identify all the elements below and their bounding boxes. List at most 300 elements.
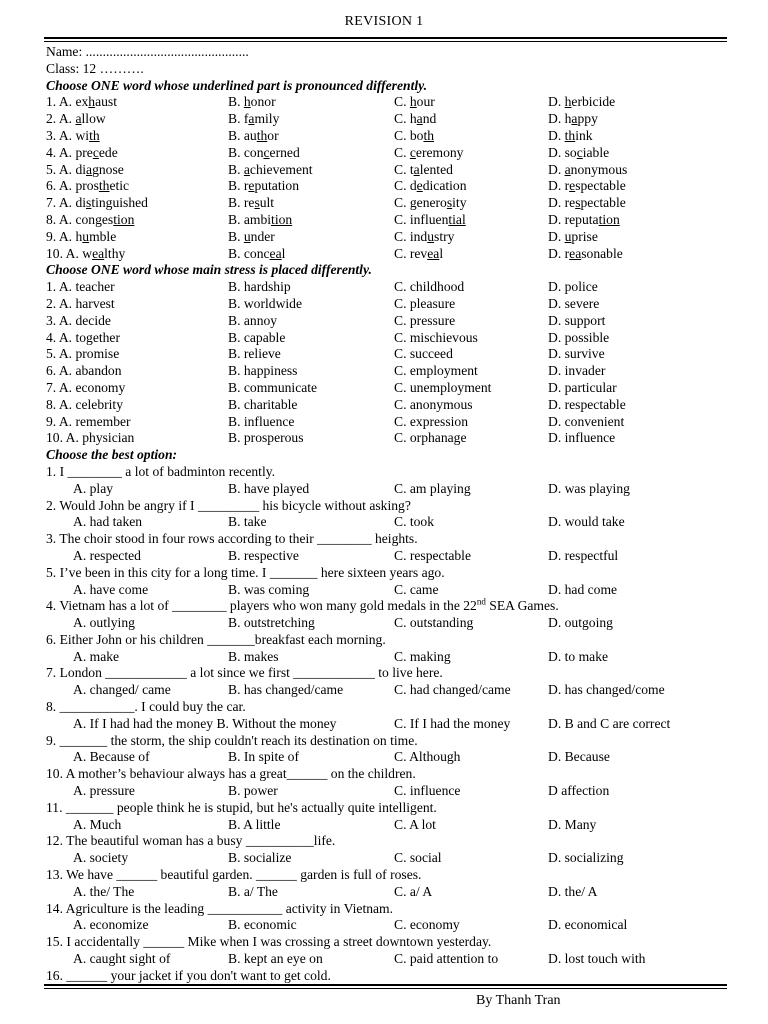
option-text: 9. A. h (46, 228, 83, 244)
question-stem: 10. A mother’s behaviour always has a great______ on the children. (46, 766, 416, 782)
answer-option: B. has changed/came (228, 682, 344, 698)
worksheet-content (46, 44, 728, 985)
answer-option (46, 212, 134, 228)
answer-options-row (46, 481, 728, 498)
option-text: B. (228, 161, 244, 177)
option-text: ult (259, 195, 275, 211)
option-text: D. reputa (548, 211, 599, 227)
underlined-sound: h (88, 94, 96, 110)
answer-option (46, 195, 148, 211)
underlined-sound: u (427, 228, 435, 244)
answer-option (46, 111, 106, 127)
answer-option: C. Although (394, 749, 461, 765)
option-text: B. f (228, 111, 249, 127)
answer-option: 5. A. promise (46, 346, 120, 362)
option-text: C. rev (394, 245, 428, 261)
question-stem: 1. I ________ a lot of badminton recently. (46, 463, 276, 479)
question-item (46, 833, 728, 867)
question-stem: 12. The beautiful woman has a busy __________life. (46, 833, 336, 849)
answer-option: A. outlying (73, 615, 135, 631)
option-text: nder (250, 228, 275, 244)
question-item (46, 531, 728, 565)
answer-option: B. A little (228, 816, 281, 832)
question-item (46, 498, 728, 532)
underlined-sound: h (409, 94, 417, 110)
underlined-sound: e (248, 178, 255, 194)
answer-option: C. pleasure (394, 295, 456, 311)
answer-option: B. have played (228, 480, 310, 496)
answer-options-row (46, 884, 728, 901)
answer-option: B. relieve (228, 346, 281, 362)
underlined-sound: a (75, 111, 82, 127)
answer-option: A. caught sight of (73, 951, 171, 967)
answer-options-row (46, 313, 728, 330)
answer-option: D. severe (548, 295, 600, 311)
option-text: C. d (394, 178, 417, 194)
answer-option: B. outstretching (228, 615, 315, 631)
answer-option: B. communicate (228, 379, 318, 395)
answer-option: A. Much (73, 816, 122, 832)
question-item (46, 464, 728, 498)
underlined-sound: tion (271, 211, 293, 227)
underlined-sound: a (413, 161, 420, 177)
option-text: 10. A. w (46, 245, 93, 261)
answer-option (394, 229, 454, 245)
question-stem: 6. Either John or his children _______breakfast each morning. (46, 631, 386, 647)
option-text: C. bo (394, 127, 424, 143)
top-rule (44, 37, 727, 39)
answer-option: C. am playing (394, 480, 471, 496)
answer-option (228, 145, 300, 161)
option-text: 6. A. pros (46, 178, 99, 194)
underlined-sound: u (82, 228, 90, 244)
answer-options-row (46, 397, 728, 414)
answer-options-row (46, 430, 728, 447)
answer-option (394, 178, 467, 194)
option-text: pectable (580, 195, 626, 211)
underlined-sound: h (243, 94, 251, 110)
answer-option: 1. A. teacher (46, 279, 115, 295)
answer-option: C. unemployment (394, 379, 492, 395)
answer-options-row (46, 246, 728, 263)
answer-option: B. respective (228, 547, 299, 563)
option-text: 5. A. di (46, 161, 87, 177)
answer-option: 3. A. decide (46, 312, 111, 328)
option-text: lented (419, 161, 453, 177)
option-text: or (267, 127, 279, 143)
answer-option (548, 128, 593, 144)
question-item (46, 330, 728, 347)
answer-option (548, 178, 626, 194)
answer-option: B. worldwide (228, 295, 303, 311)
section-header: Choose ONE word whose main stress is placed differently. (46, 262, 372, 278)
option-text: iable (582, 144, 610, 160)
answer-options-row (46, 783, 728, 800)
answer-option (548, 246, 623, 262)
answer-options-row (46, 330, 728, 347)
answer-option: D. particular (548, 379, 617, 395)
question-item (46, 632, 728, 666)
question-item (46, 565, 728, 599)
bottom-rule (44, 984, 727, 986)
answer-options-row (46, 951, 728, 968)
underlined-sound: c (409, 144, 416, 160)
answer-option: B. In spite of (228, 749, 299, 765)
option-text: l (439, 245, 444, 261)
answer-options-row (46, 414, 728, 431)
page-title: REVISION 1 (344, 14, 424, 29)
answer-option (46, 162, 124, 178)
option-text: etic (109, 178, 130, 194)
answer-options-row (46, 817, 728, 834)
option-text: D. (548, 127, 565, 143)
option-text: llow (81, 111, 106, 127)
option-text: prise (571, 228, 598, 244)
answer-options-row (46, 212, 728, 229)
question-item (46, 766, 728, 800)
answer-option: D. Many (548, 816, 597, 832)
answer-option: D. B and C are correct (548, 715, 671, 731)
answer-option (228, 128, 279, 144)
option-text: ppy (577, 111, 598, 127)
underlined-sound: th (423, 127, 435, 143)
option-text: sonable (581, 245, 623, 261)
answer-option (394, 128, 434, 144)
answer-option (394, 195, 467, 211)
answer-options-row (46, 111, 728, 128)
answer-option: C. If I had the money (394, 715, 511, 731)
underlined-sound: h (564, 94, 572, 110)
answer-option (46, 145, 118, 161)
option-text: 3. A. wi (46, 127, 90, 143)
option-text: C. (394, 144, 410, 160)
answer-options-row (46, 128, 728, 145)
answer-option: B. a/ The (228, 883, 278, 899)
underlined-sound: tial (448, 211, 466, 227)
answer-option: D. support (548, 312, 606, 328)
answer-options-row (46, 615, 728, 632)
underlined-sound: a (86, 161, 93, 177)
option-text: stry (434, 228, 455, 244)
answer-option: A. the/ The (73, 883, 135, 899)
answer-option: D. invader (548, 363, 606, 379)
answer-option: C. expression (394, 413, 469, 429)
question-stem: 3. The choir stood in four rows according to their ________ heights. (46, 531, 418, 547)
option-text: nonymous (570, 161, 628, 177)
underlined-sound: e (569, 178, 576, 194)
answer-option (46, 94, 117, 110)
question-stem: 7. London ____________ a lot since we first ____________ to live here. (46, 665, 443, 681)
underlined-sound: ea (269, 245, 282, 261)
question-item (46, 397, 728, 414)
answer-option: C. pressure (394, 312, 456, 328)
answer-option: D affection (548, 783, 610, 799)
option-text: our (416, 94, 435, 110)
answer-option: B. socialize (228, 850, 292, 866)
question-item (46, 346, 728, 363)
option-text: D. r (548, 178, 570, 194)
option-text: B. re (228, 195, 255, 211)
answer-options-row (46, 380, 728, 397)
option-text: D. re (548, 195, 576, 211)
question-item (46, 195, 728, 212)
option-text: D. (548, 161, 565, 177)
answer-option: B. was coming (228, 581, 310, 597)
question-stem: 14. Agriculture is the leading ___________ activity in Vietnam. (46, 900, 394, 916)
option-text: C. t (394, 161, 414, 177)
answer-option: C. social (394, 850, 442, 866)
answer-option: A. If I had had the money B. Without the money (73, 715, 337, 731)
underlined-sound: a (571, 111, 578, 127)
answer-option: C. employment (394, 363, 478, 379)
option-text: C. h (394, 111, 417, 127)
answer-option (46, 178, 129, 194)
answer-option (394, 212, 466, 228)
option-text: C. genero (394, 195, 447, 211)
underlined-sound: s (446, 195, 453, 211)
answer-option (228, 212, 292, 228)
underlined-sound: a (243, 161, 250, 177)
question-stem: 16. ______ your jacket if you don't want to get cold. (46, 967, 331, 983)
underlined-sound: s (575, 195, 581, 211)
answer-option: D. convenient (548, 413, 625, 429)
question-item (46, 699, 728, 733)
top-rule-thin (44, 41, 727, 42)
question-item (46, 934, 728, 968)
option-text: 4. A. pre (46, 144, 93, 160)
answer-option: C. A lot (394, 816, 436, 832)
answer-options-row (46, 296, 728, 313)
answer-option: C. economy (394, 917, 460, 933)
answer-option: B. power (228, 783, 278, 799)
answer-option: A. pressure (73, 783, 135, 799)
answer-option: 7. A. economy (46, 379, 126, 395)
underlined-sound: s (86, 195, 92, 211)
answer-option: D. socializing (548, 850, 624, 866)
answer-option: B. kept an eye on (228, 951, 323, 967)
answer-option: D. would take (548, 514, 625, 530)
answer-option: A. Because of (73, 749, 150, 765)
name-line: Name: ................................................ (46, 44, 249, 59)
answer-options-row (46, 178, 728, 195)
answer-option: C. orphanage (394, 430, 467, 446)
answer-option: A. respected (73, 547, 141, 563)
answer-option (228, 229, 275, 245)
option-text: tinguished (91, 195, 148, 211)
answer-options-row (46, 548, 728, 565)
answer-option (46, 246, 125, 262)
option-text: B. conc (228, 245, 270, 261)
underlined-sound: a (564, 161, 571, 177)
answer-options-row (46, 94, 728, 111)
question-stem: 11. _______ people think he is stupid, but he's actually quite intelligent. (46, 799, 437, 815)
underlined-sound: th (98, 178, 110, 194)
ordinal-superscript: nd (476, 596, 486, 607)
question-item (46, 246, 728, 263)
option-text: B. con (228, 144, 264, 160)
option-text: 8. A. conges (46, 211, 114, 227)
answer-options-row (46, 363, 728, 380)
underlined-sound: tion (598, 211, 620, 227)
option-text: gnose (92, 161, 124, 177)
answer-option: D. to make (548, 648, 609, 664)
underlined-sound: tion (113, 211, 135, 227)
answer-option: B. influence (228, 413, 295, 429)
answer-option: C. came (394, 581, 439, 597)
option-text: erned (269, 144, 300, 160)
underlined-sound: s (254, 195, 260, 211)
option-text: aust (95, 94, 117, 110)
answer-option: A. changed/ came (73, 682, 171, 698)
answer-option: 6. A. abandon (46, 363, 122, 379)
option-text: 7. A. di (46, 195, 87, 211)
answer-option: C. took (394, 514, 435, 530)
underlined-sound: a (416, 111, 423, 127)
answer-option: 2. A. harvest (46, 295, 115, 311)
answer-options-row (46, 346, 728, 363)
underlined-sound: c (576, 144, 583, 160)
option-text: 1. A. ex (46, 94, 89, 110)
answer-option: A. economize (73, 917, 149, 933)
underlined-sound: c (92, 144, 99, 160)
question-item (46, 430, 728, 447)
option-text: 2. A. (46, 111, 76, 127)
option-text: putation (254, 178, 299, 194)
stem-text: 4. Vietnam has a lot of ________ players who won many gold medals in the 22 (46, 598, 477, 614)
answer-options-row (46, 917, 728, 934)
answer-options-row (46, 229, 728, 246)
answer-option: A. make (73, 648, 120, 664)
option-text: mble (89, 228, 117, 244)
question-stem: 15. I accidentally ______ Mike when I was crossing a street downtown yesterday. (46, 934, 492, 950)
answer-option: B. annoy (228, 312, 278, 328)
answer-option: D. respectful (548, 547, 619, 563)
answer-option (394, 162, 453, 178)
question-stem: 9. _______ the storm, the ship couldn't reach its destination on time. (46, 732, 418, 748)
underlined-sound: ea (427, 245, 440, 261)
answer-option: A. have come (73, 581, 149, 597)
answer-option: 8. A. celebrity (46, 396, 124, 412)
question-stem (46, 598, 728, 615)
option-text: D. so (548, 144, 577, 160)
answer-option: C. a/ A (394, 883, 433, 899)
answer-option (548, 212, 620, 228)
question-item (46, 867, 728, 901)
class-line: Class: 12 ………. (46, 60, 144, 76)
option-text: ity (452, 195, 467, 211)
question-item (46, 800, 728, 834)
answer-options-row (46, 749, 728, 766)
answer-option: C. paid attention to (394, 951, 499, 967)
question-item (46, 128, 728, 145)
answer-option: 4. A. together (46, 329, 120, 345)
answer-option: D. police (548, 279, 598, 295)
answer-option: C. had changed/came (394, 682, 511, 698)
answer-option: D. respectable (548, 396, 626, 412)
answer-option (228, 195, 274, 211)
answer-option: C. making (394, 648, 451, 664)
answer-options-row (46, 195, 728, 212)
question-item (46, 279, 728, 296)
answer-option: C. influence (394, 783, 461, 799)
question-item (46, 968, 728, 985)
option-text: dication (422, 178, 467, 194)
underlined-sound: th (256, 127, 268, 143)
question-item (46, 598, 728, 632)
answer-option (394, 145, 463, 161)
option-text: D. r (548, 245, 570, 261)
question-stem: 5. I’ve been in this city for a long time. I _______ here sixteen years ago. (46, 564, 445, 580)
answer-option: D. has changed/come (548, 682, 665, 698)
option-text: D. (548, 94, 565, 110)
option-text: ede (98, 144, 118, 160)
answer-option: B. happiness (228, 363, 298, 379)
question-item (46, 111, 728, 128)
option-text: B. ambi (228, 211, 272, 227)
answer-option: D. economical (548, 917, 628, 933)
answer-option: D. was playing (548, 480, 630, 496)
answer-option: D. had come (548, 581, 618, 597)
question-item (46, 212, 728, 229)
section-header: Choose ONE word whose underlined part is pronounced differently. (46, 77, 428, 93)
answer-option (548, 94, 615, 110)
answer-option (394, 94, 435, 110)
answer-option: C. childhood (394, 279, 465, 295)
option-text: spectable (575, 178, 626, 194)
section-header: Choose the best option: (46, 447, 178, 463)
answer-option (548, 162, 627, 178)
option-text: ink (575, 127, 593, 143)
underlined-sound: th (564, 127, 576, 143)
answer-option: D. lost touch with (548, 951, 646, 967)
answer-option (548, 229, 598, 245)
option-text: C. ind (394, 228, 428, 244)
answer-option: 10. A. physician (46, 430, 135, 446)
answer-option: D. possible (548, 329, 610, 345)
answer-options-row (46, 279, 728, 296)
option-text: l (281, 245, 286, 261)
answer-options-row (46, 850, 728, 867)
option-text: chievement (249, 161, 313, 177)
answer-option: B. hardship (228, 279, 291, 295)
question-item (46, 363, 728, 380)
question-item (46, 94, 728, 111)
answer-options-row (46, 514, 728, 531)
answer-option: B. economic (228, 917, 297, 933)
question-stem: 13. We have ______ beautiful garden. ______ garden is full of roses. (46, 867, 422, 883)
answer-option: B. makes (228, 648, 279, 664)
answer-option: D. Because (548, 749, 610, 765)
option-text: erbicide (571, 94, 616, 110)
option-text: D. (548, 228, 565, 244)
question-item (46, 380, 728, 397)
question-stem: 2. Would John be angry if I _________ his bicycle without asking? (46, 497, 411, 513)
answer-options-row (46, 162, 728, 179)
option-text: lthy (104, 245, 126, 261)
answer-option: A. play (73, 480, 114, 496)
answer-options-row (46, 716, 728, 733)
author-credit: By Thanh Tran (476, 993, 561, 1008)
question-stem: 8. ___________. I could buy the car. (46, 699, 246, 715)
answer-option: A. society (73, 850, 129, 866)
option-text: mily (254, 111, 280, 127)
answer-option: A. had taken (73, 514, 143, 530)
underlined-sound: ea (92, 245, 105, 261)
underlined-sound: th (89, 127, 100, 143)
option-text: eremony (415, 144, 464, 160)
answer-option: C. outstanding (394, 615, 474, 631)
bottom-rule-thin (44, 988, 727, 989)
